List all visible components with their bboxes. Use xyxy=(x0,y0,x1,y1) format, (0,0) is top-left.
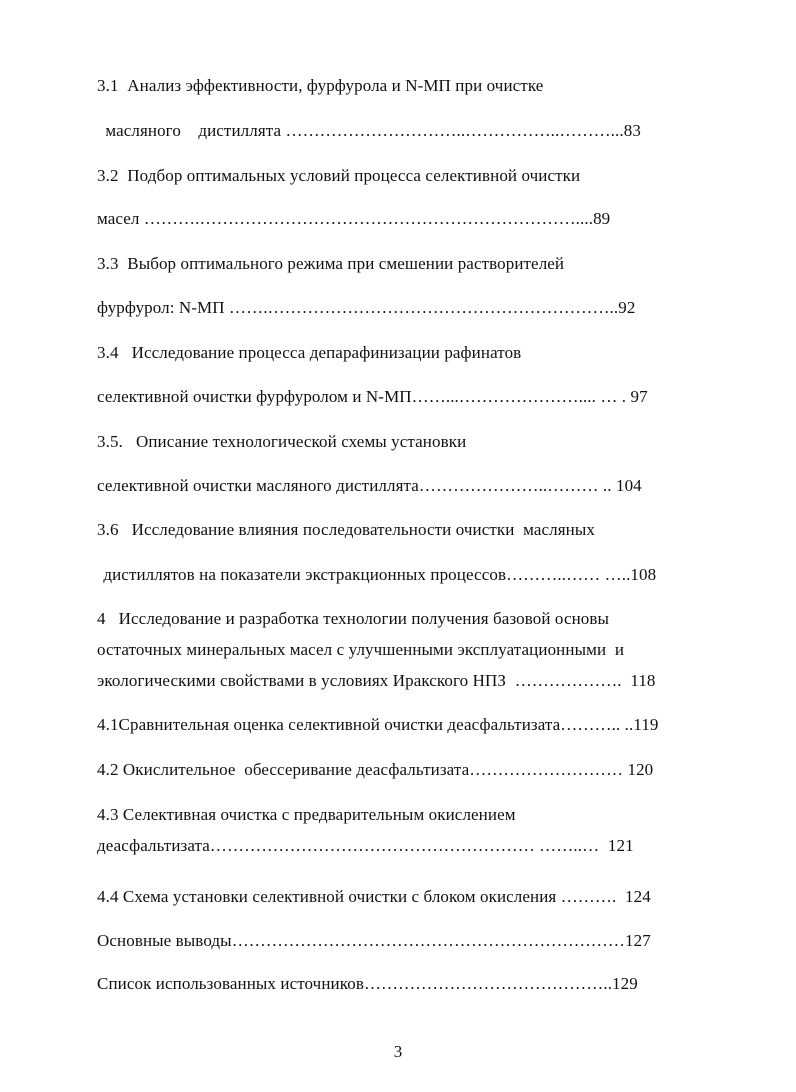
toc-line-3-4-title: 3.4 Исследование процесса депарафинизации рафинатов xyxy=(97,343,522,362)
toc-line-3-3-title: 3.3 Выбор оптимального режима при смешении растворителей xyxy=(97,254,565,273)
toc-line-3-5-page: селективной очистки масляного дистиллята…………………..……… .. 104 xyxy=(97,476,642,495)
page-number: 3 xyxy=(393,1042,403,1061)
toc-line-3-2-title: 3.2 Подбор оптимальных условий процесса селективной очистки xyxy=(97,166,581,185)
toc-line-4-2: 4.2 Окислительное обессеривание деасфальтизата……………………… 120 xyxy=(97,760,654,779)
toc-line-conclusions: Основные выводы……………………………………………………………127 xyxy=(97,931,651,950)
toc-line-3-6-page: дистиллятов на показатели экстракционных процессов………..…… …..108 xyxy=(99,565,657,584)
toc-line-3-2-page: масел ……….…………………………………………………………....89 xyxy=(97,209,611,228)
toc-line-references: Список использованных источников……………………………………..129 xyxy=(97,974,638,993)
toc-line-4-title-1: 4 Исследование и разработка технологии получения базовой основы xyxy=(97,609,610,628)
toc-line-4-3-title: 4.3 Селективная очистка с предварительным окислением xyxy=(97,805,516,824)
toc-line-3-6-title: 3.6 Исследование влияния последовательности очистки масляных xyxy=(97,520,596,539)
toc-line-4-title-2: остаточных минеральных масел с улучшенными эксплуатационными и xyxy=(97,640,625,659)
toc-line-3-4-page: селективной очистки фурфуролом и N-МП……...………………….... … . 97 xyxy=(97,387,648,406)
toc-line-4-page: экологическими свойствами в условиях Иракского НПЗ ………………. 118 xyxy=(97,671,656,690)
toc-line-4-4: 4.4 Схема установки селективной очистки с блоком окисления ………. 124 xyxy=(97,887,651,906)
toc-line-3-1-page: масляного дистиллята …………………………..……………..………...83 xyxy=(101,121,641,140)
toc-line-3-3-page: фурфурол: N-МП …….……………………………………………………..92 xyxy=(97,298,636,317)
toc-line-4-1: 4.1Сравнительная оценка селективной очистки деасфальтизата……….. ..119 xyxy=(97,715,659,734)
toc-line-3-5-title: 3.5. Описание технологической схемы установки xyxy=(97,432,467,451)
toc-line-3-1-title: 3.1 Анализ эффективности, фурфурола и N-МП при очистке xyxy=(97,76,544,95)
toc-line-4-3-page: деасфальтизата………………………………………………… ……..… 121 xyxy=(97,836,634,855)
